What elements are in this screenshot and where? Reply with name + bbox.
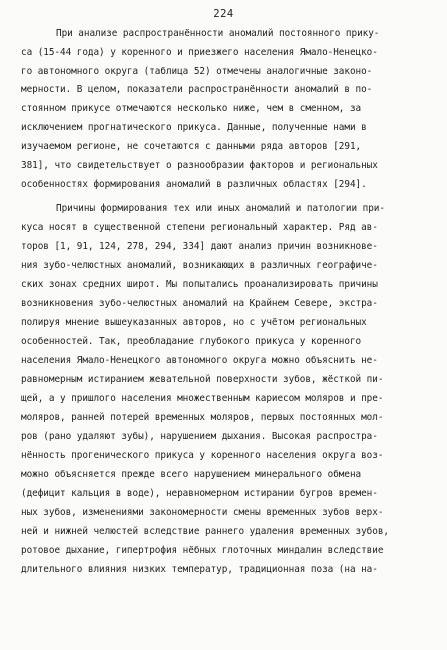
text-line: мерности. В целом, показатели распространённости аномалий в по-: [21, 84, 373, 95]
text-line: щей, а у пришлого населения множественным кариесом моляров и пре-: [21, 393, 384, 404]
text-line: При анализе распространённости аномалий постоянного прику-: [56, 28, 380, 39]
text-line: равномерным истиранием жевательной поверхности зубов, жёсткой пи-: [21, 374, 384, 385]
text-line: (дефицит кальция в воде), неравномерном истирании бугров времен-: [21, 488, 378, 499]
text-line: можно объясняется прежде всего нарушением минерального обмена: [21, 469, 362, 480]
text-line: исключением прогнатического прикуса. Данные, полученные нами в: [21, 122, 367, 133]
text-line: особенностях формирования аномалий в различных областях [294].: [21, 179, 367, 190]
text-line: ных зубов, изменениями закономерности смены временных зубов верх-: [21, 507, 384, 518]
text-line: моляров, ранней потерей временных моляров, первых постоянных мол-: [21, 412, 384, 423]
text-line: возникновения зубо-челюстных аномалий на Крайнем Севере, экстра-: [21, 298, 378, 309]
text-line: ров (рано удаляют зубы), нарушением дыхания. Высокая распростра-: [21, 431, 378, 442]
text-line: са (15-44 года) у коренного и приезжего населения Ямало-Ненецко-: [21, 47, 378, 58]
text-line: ских зонах средних широт. Мы попытались проанализировать причины: [21, 279, 378, 290]
text-line: торов [1, 91, 124, 278, 294, 334] дают анализ причин возникнове-: [21, 241, 378, 252]
text-line: изучаемом регионе, не сочетаются с данными ряда авторов [291,: [21, 141, 362, 152]
text-line: длительного влияния низких температур, традиционная поза (на на-: [21, 564, 378, 575]
text-line: полируя мнение вышеуказанных авторов, но с учётом региональных: [21, 317, 367, 328]
page-number: 224: [213, 8, 234, 20]
text-line: Причины формирования тех или иных аномалий и патологии при-: [56, 203, 385, 214]
text-line: го автономного округа (таблица 52) отмечены аналогичные законо-: [21, 66, 373, 77]
text-line: особенностей. Так, преобладание глубокого прикуса у коренного: [21, 336, 362, 347]
text-line: ния зубо-челюстных аномалий, возникающих в различных географиче-: [21, 260, 378, 271]
text-line: нённость прогенического прикуса у коренного населения округа воз-: [21, 450, 384, 461]
text-line: населения Ямало-Ненецкого автономного округа можно объяснить не-: [21, 355, 378, 366]
text-line: куса носят в существенной степени региональный характер. Ряд ав-: [21, 222, 378, 233]
text-line: стоянном прикусе отмечаются несколько ниже, чем в сменном, за: [21, 103, 362, 114]
text-line: 381], что свидетельствует о разнообразии факторов и региональных: [21, 160, 378, 171]
text-line: ней и нижней челюстей вследствие раннего удаления временных зубов,: [21, 526, 389, 537]
text-line: ротовое дыхание, гипертрофия нёбных глоточных миндалин вследствие: [21, 545, 384, 556]
